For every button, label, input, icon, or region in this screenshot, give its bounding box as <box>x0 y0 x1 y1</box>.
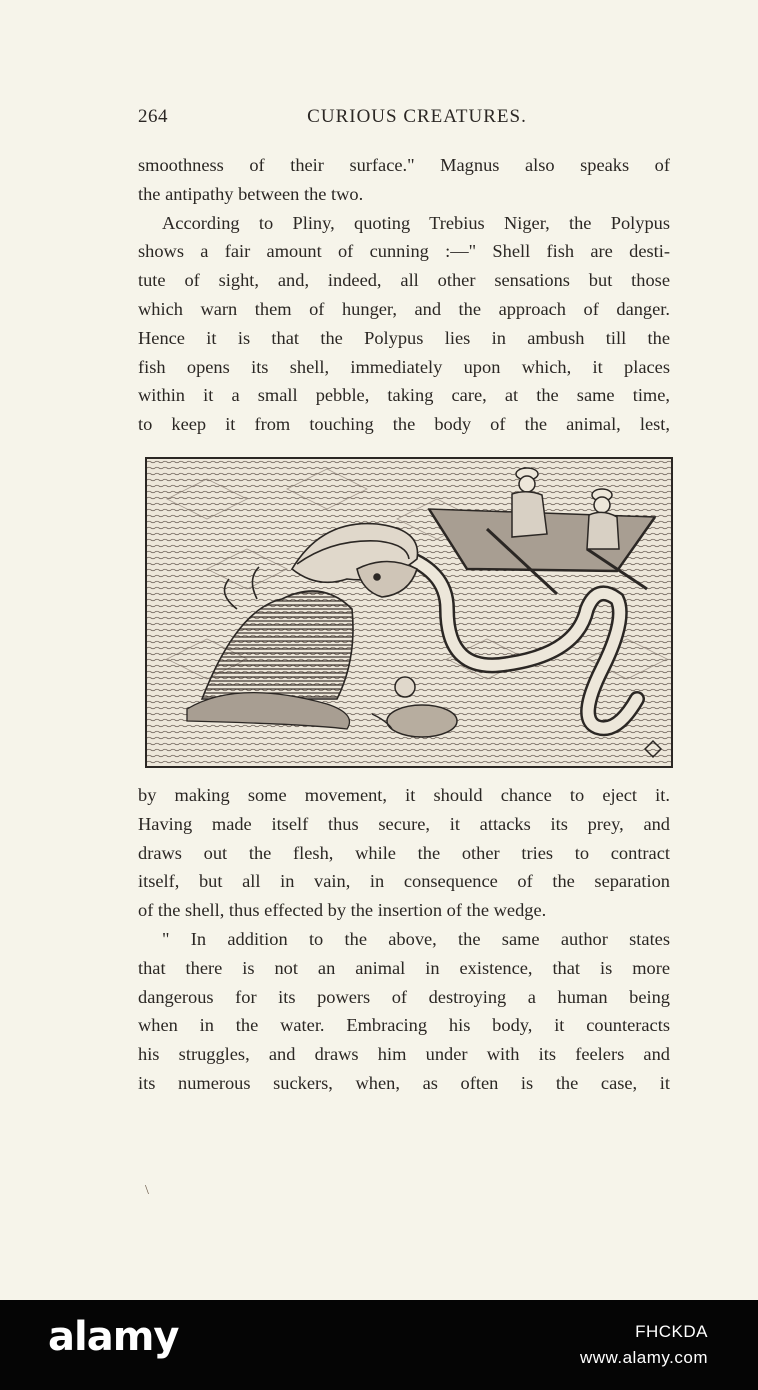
text-line: when in the water. Embracing his body, it counteracts <box>138 1015 670 1036</box>
text-line: that there is not an animal in existence, that is more <box>138 957 670 978</box>
text-line: tute of sight, and, indeed, all other sensations but those <box>138 270 670 291</box>
image-id: FHCKDA <box>635 1322 708 1341</box>
woodcut-illustration <box>145 457 673 768</box>
text-block-lower <box>138 781 670 1098</box>
text-line: shows a fair amount of cunning :—" Shell fish are desti- <box>138 241 670 262</box>
text-line: fish opens its shell, immediately upon which, it places <box>138 356 670 377</box>
text-line: smoothness of their surface." Magnus also speaks of <box>138 155 670 175</box>
watermark-footer <box>0 1300 758 1390</box>
site-url: www.alamy.com <box>579 1348 708 1367</box>
text-line: which warn them of hunger, and the approach of danger. <box>138 298 670 319</box>
text-line: to keep it from touching the body of the animal, lest, <box>138 414 670 435</box>
stray-mark: \ <box>145 1183 149 1198</box>
text-line: draws out the flesh, while the other tries to contract <box>138 842 670 863</box>
text-line: within it a small pebble, taking care, at the same time, <box>138 385 670 406</box>
text-line: dangerous for its powers of destroying a human being <box>138 986 670 1007</box>
text-line: According to Pliny, quoting Trebius Niger, the Polypus <box>162 212 670 233</box>
text-line: its numerous suckers, when, as often is the case, it <box>138 1072 670 1093</box>
running-title: CURIOUS CREATURES. <box>307 106 527 127</box>
text-line: of the shell, thus effected by the insertion of the wedge. <box>138 900 547 921</box>
text-line: Having made itself thus secure, it attacks its prey, and <box>138 813 670 834</box>
text-block-upper <box>138 151 670 439</box>
text-line: itself, but all in vain, in consequence of the separation <box>138 871 670 892</box>
running-header <box>138 106 670 136</box>
text-line: by making some movement, it should chance to eject it. <box>138 785 670 805</box>
text-line: his struggles, and draws him under with its feelers and <box>138 1044 670 1065</box>
text-line: the antipathy between the two. <box>138 183 364 204</box>
page-number: 264 <box>138 106 168 127</box>
text-line: " In addition to the above, the same author states <box>162 928 670 949</box>
alamy-logo: alamy <box>48 1314 179 1360</box>
text-line: Hence it is that the Polypus lies in ambush till the <box>138 327 670 348</box>
